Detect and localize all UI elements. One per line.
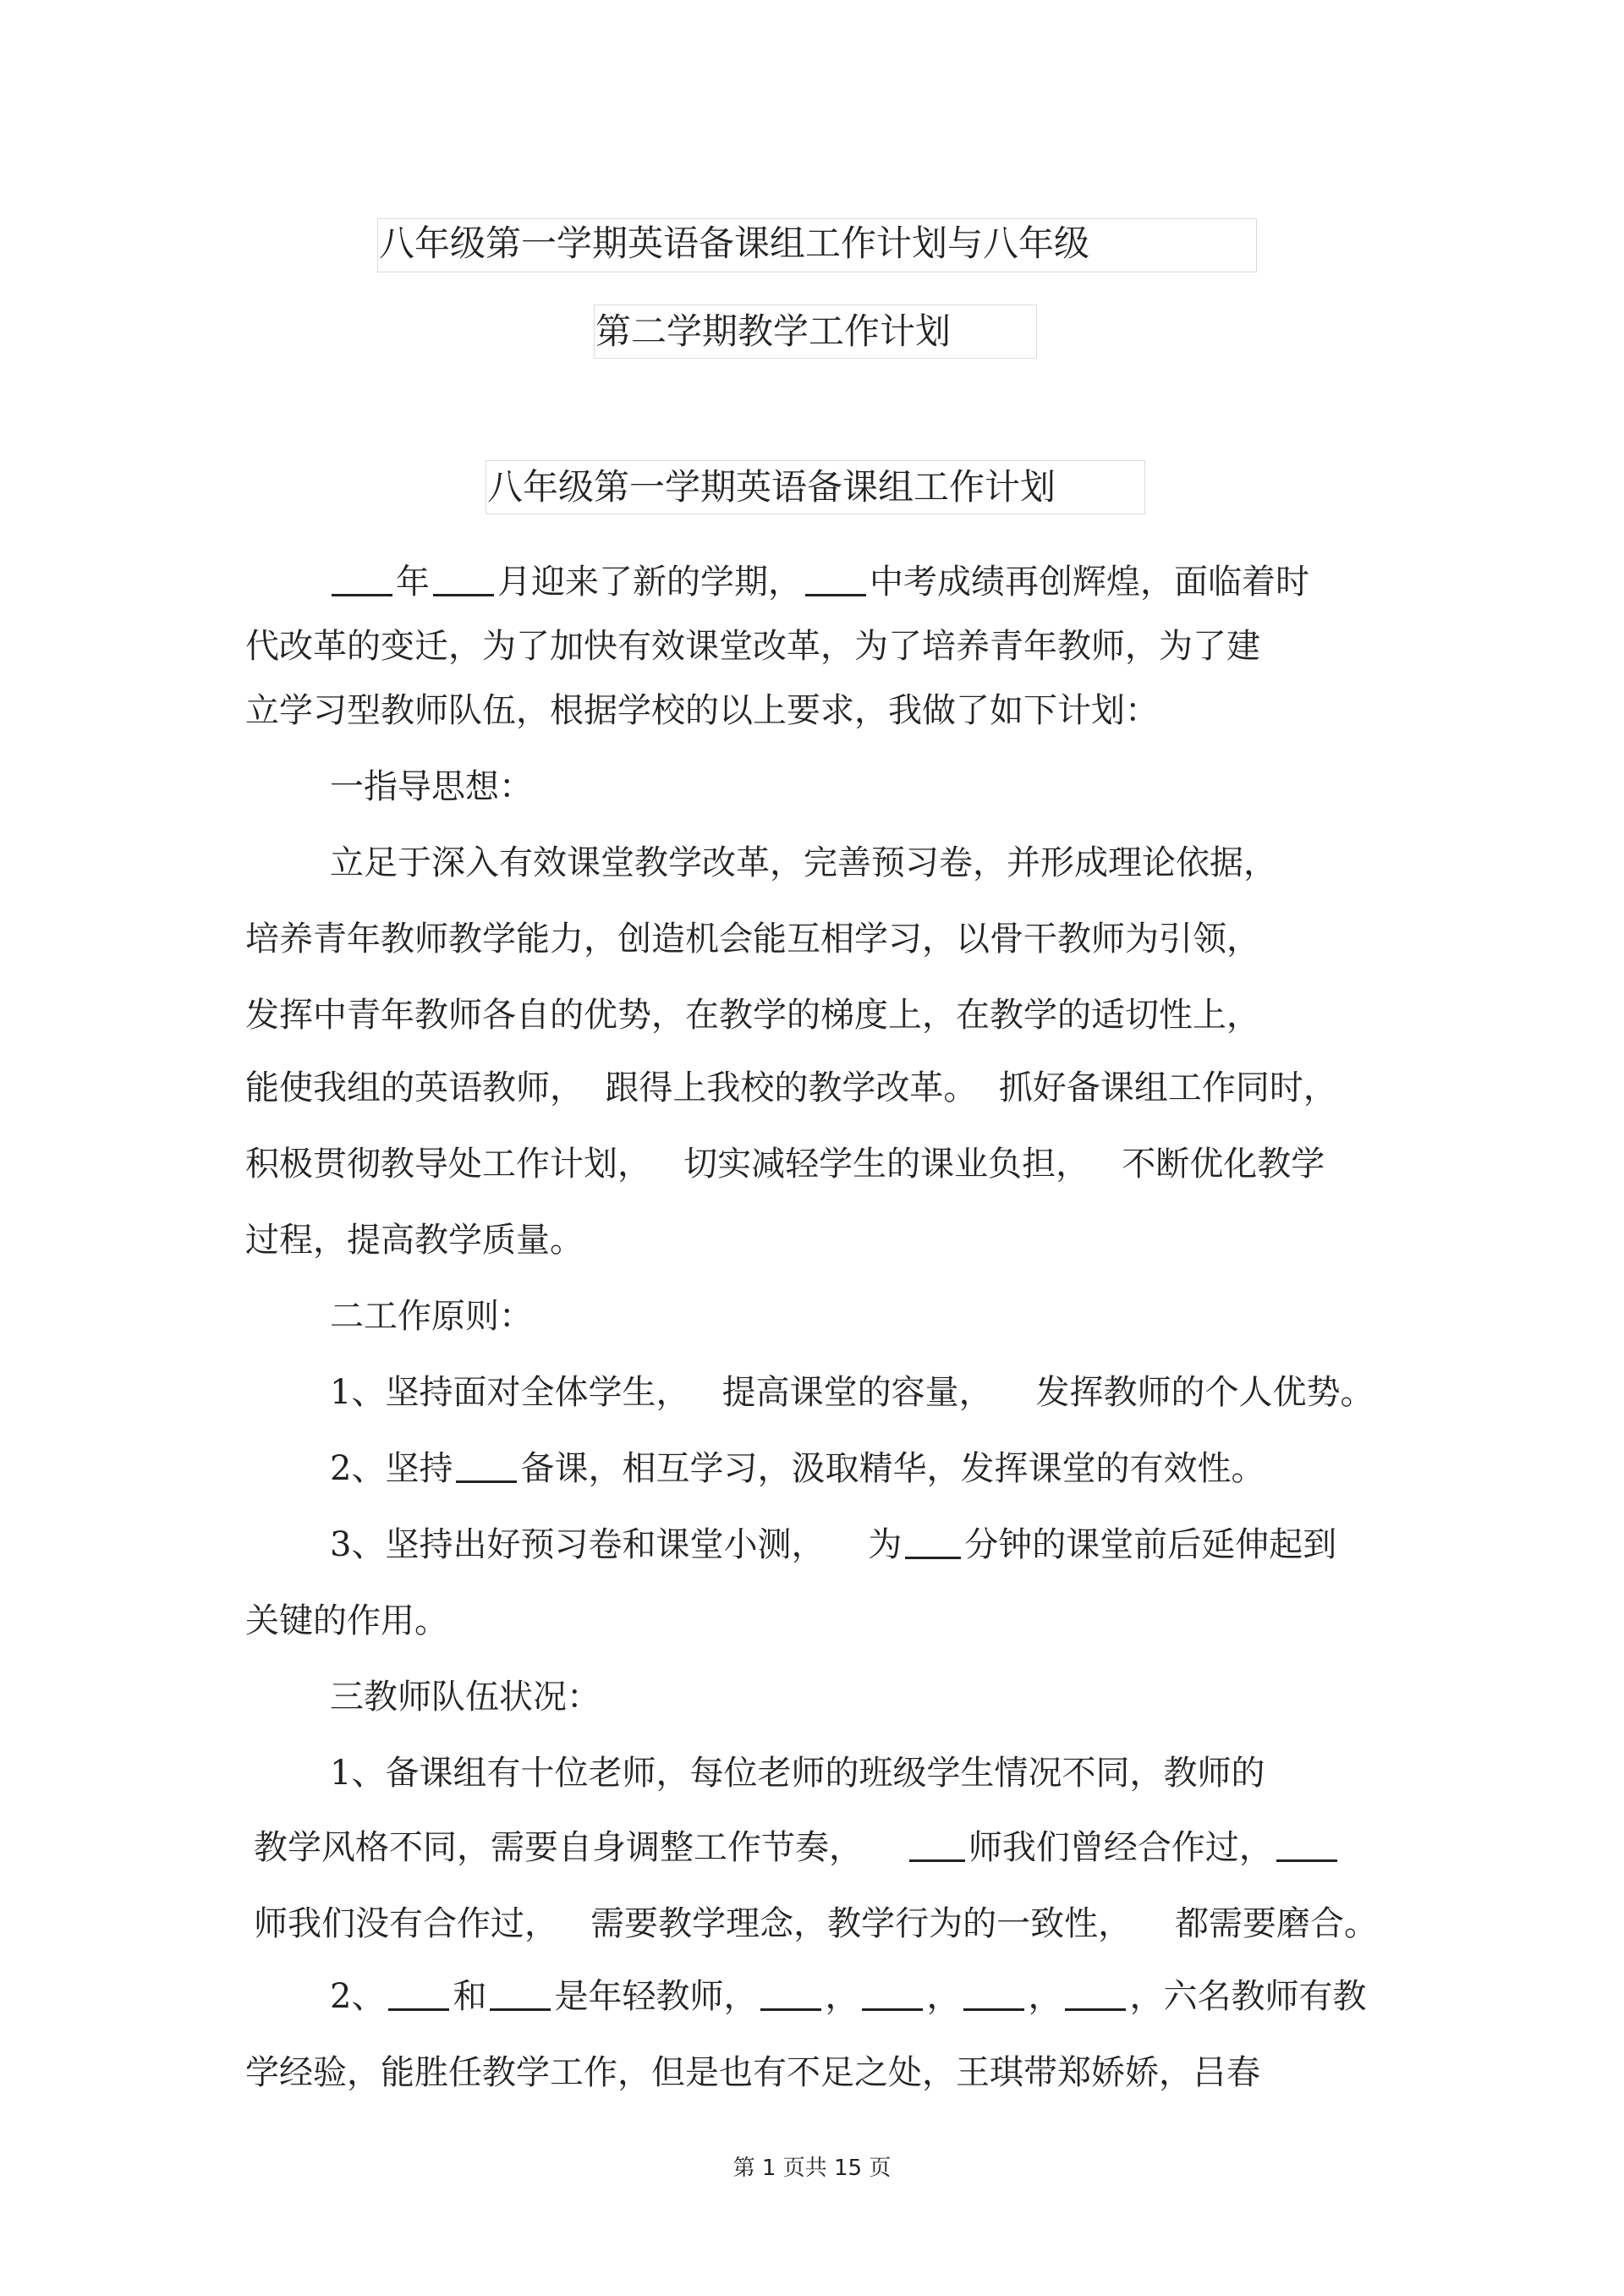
intro-line-3: 立学习型教师队伍，根据学校的以上要求，我做了如下计划： bbox=[245, 691, 1159, 730]
intro-text: 月迎来了新的学期， bbox=[497, 563, 802, 601]
intro-text: 年 bbox=[396, 563, 430, 601]
blank-field bbox=[490, 1975, 551, 2011]
document-title-line1: 八年级第一学期英语备课组工作计划与八年级 bbox=[379, 222, 1090, 264]
document-title-line2: 第二学期教学工作计划 bbox=[595, 310, 952, 352]
guiding-line: 积极贯彻教导处工作计划， 切实减轻学生的课业负担， 不断优化教学 bbox=[245, 1145, 1325, 1184]
principle-3-cont: 关键的作用。 bbox=[245, 1601, 448, 1640]
principle-3 bbox=[330, 1521, 1336, 1568]
heading-staff: 三教师队伍状况： bbox=[330, 1678, 601, 1717]
page-footer: 第 1 页共 15 页 bbox=[732, 2156, 892, 2181]
staff-text: ， bbox=[1028, 1977, 1062, 2016]
blank-field bbox=[1065, 1975, 1126, 2011]
blank-field bbox=[805, 560, 866, 596]
heading-principles: 二工作原则： bbox=[330, 1297, 533, 1336]
staff-text: ， bbox=[926, 1977, 961, 2016]
guiding-line: 发挥中青年教师各自的优势，在教学的梯度上，在教学的适切性上， bbox=[245, 996, 1260, 1035]
heading-guiding: 一指导思想： bbox=[330, 767, 533, 806]
staff-text: ， bbox=[825, 1977, 859, 2016]
principle-text: 3、坚持出好预习卷和课堂小测， 为 bbox=[330, 1525, 903, 1564]
blank-field bbox=[760, 1975, 821, 2011]
blank-field bbox=[1276, 1826, 1337, 1862]
blank-field bbox=[909, 1826, 965, 1862]
staff-1: 1、备课组有十位老师，每位老师的班级学生情况不同，教师的 bbox=[330, 1754, 1265, 1793]
staff-2 bbox=[330, 1973, 1366, 2020]
guiding-line: 能使我组的英语教师， 跟得上我校的教学改革。 抓好备课组工作同时， bbox=[245, 1068, 1337, 1107]
principle-1: 1、坚持面对全体学生， 提高课堂的容量， 发挥教师的个人优势。 bbox=[330, 1373, 1374, 1412]
staff-text: 是年轻教师， bbox=[554, 1977, 758, 2016]
staff-text: 和 bbox=[453, 1977, 487, 2016]
guiding-line: 立足于深入有效课堂教学改革，完善预习卷，并形成理论依据， bbox=[330, 843, 1277, 882]
blank-field bbox=[332, 560, 392, 596]
blank-field bbox=[388, 1975, 449, 2011]
staff-text: 教学风格不同，需要自身调整工作节奏， bbox=[254, 1828, 906, 1867]
principle-text: 2、坚持 bbox=[330, 1449, 453, 1488]
staff-1-cont bbox=[254, 1824, 1341, 1871]
intro-line-2: 代改革的变迁，为了加快有效课堂改革，为了培养青年教师，为了建 bbox=[245, 627, 1260, 666]
blank-field bbox=[862, 1975, 923, 2011]
staff-text: 师我们曾经合作过， bbox=[968, 1828, 1273, 1867]
intro-text: 中考成绩再创辉煌，面临着时 bbox=[870, 563, 1309, 601]
blank-field bbox=[456, 1447, 517, 1483]
section-title: 八年级第一学期英语备课组工作计划 bbox=[487, 466, 1056, 508]
principle-2 bbox=[330, 1445, 1265, 1492]
staff-text: 2、 bbox=[330, 1977, 386, 2016]
staff-1-cont2: 师我们没有合作过， 需要教学理念，教学行为的一致性， 都需要磨合。 bbox=[254, 1904, 1379, 1943]
intro-line-1 bbox=[328, 558, 1309, 606]
blank-field bbox=[433, 560, 494, 596]
staff-2-cont: 学经验，能胜任教学工作，但是也有不足之处，王琪带郑娇娇，吕春 bbox=[245, 2053, 1260, 2092]
principle-text: 备课，相互学习，汲取精华，发挥课堂的有效性。 bbox=[520, 1449, 1265, 1488]
blank-field bbox=[963, 1975, 1024, 2011]
staff-text: ，六名教师有教 bbox=[1129, 1977, 1367, 2016]
guiding-line: 培养青年教师教学能力，创造机会能互相学习，以骨干教师为引领， bbox=[245, 920, 1260, 958]
guiding-line: 过程，提高教学质量。 bbox=[245, 1221, 584, 1260]
blank-field bbox=[905, 1523, 961, 1559]
principle-text: 分钟的课堂前后延伸起到 bbox=[964, 1525, 1337, 1564]
